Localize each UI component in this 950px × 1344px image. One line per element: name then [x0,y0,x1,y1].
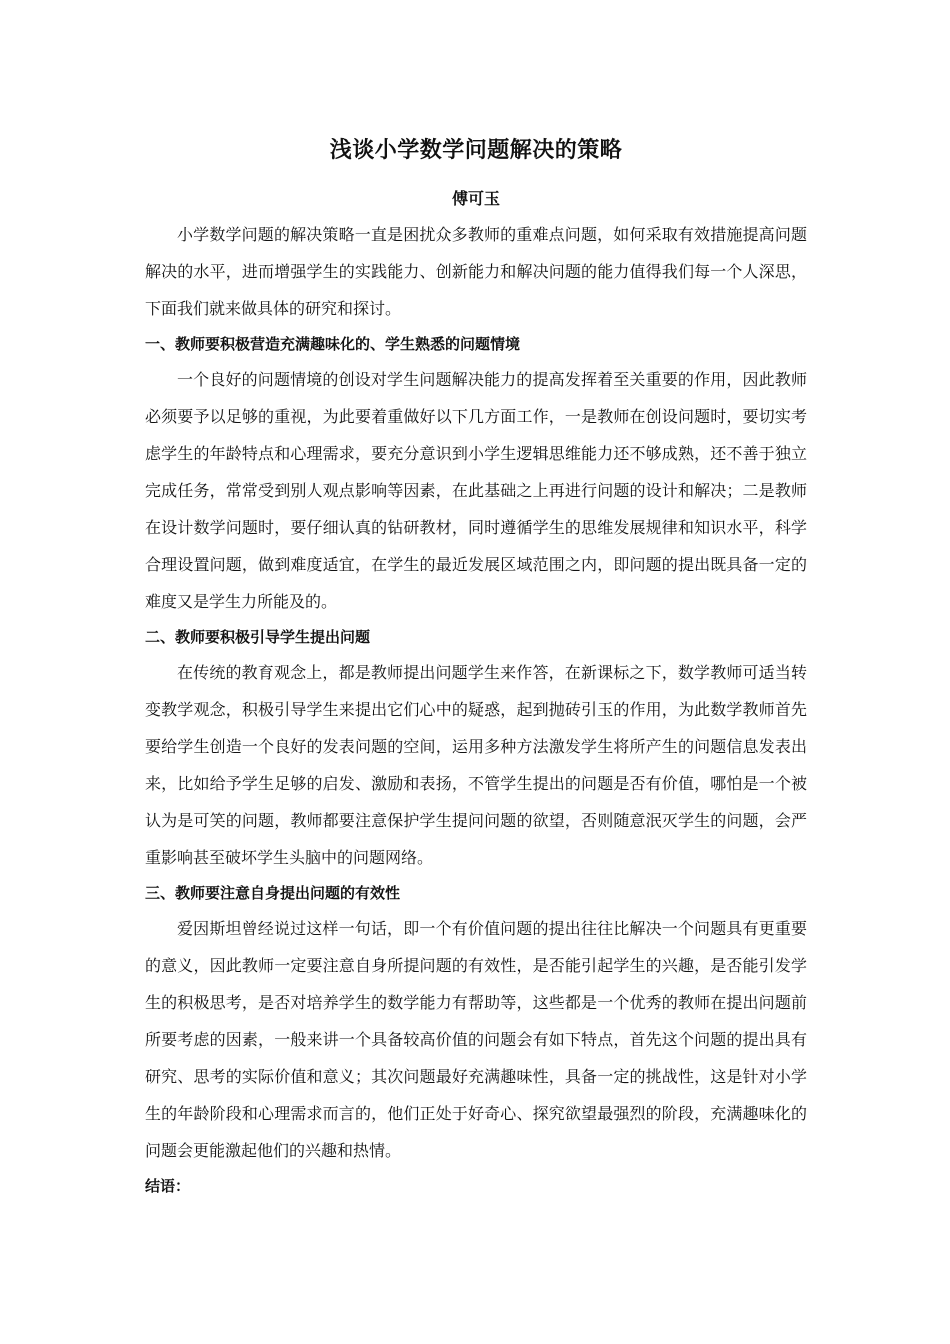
conclusion-label: 结语： [145,1177,191,1195]
section-heading: 一、教师要积极营造充满趣味化的、学生熟悉的问题情境 [145,335,521,353]
intro-paragraph: 小学数学问题的解决策略一直是困扰众多教师的重难点问题，如何采取有效措施提高问题解决的水平，进而增强学生的实践能力、创新能力和解决问题的能力值得我们每一个人深思，下面我们就来做具体的研究和探讨。 [145,225,807,318]
document-author: 傅可玉 [451,189,500,208]
document-title: 浅谈小学数学问题解决的策略 [329,138,623,163]
section-paragraph: 爱因斯坦曾经说过这样一句话，即一个有价值问题的提出往往比解决一个问题具有更重要的意义，因此教师一定要注意自身所提问题的有效性，是否能引起学生的兴趣，是否能引发学生的积极思考，是否对培养学生的数学能力有帮助等，这些都是一个优秀的教师在提出问题前所要考虑的因素，一般来讲一个具备较高价值的问题会有如下特点，首先这个问题的提出具有研究、思考的实际价值和意义；其次问题最好充满趣味性，具备一定的挑战性，这是针对小学生的年龄阶段和心理需求而言的，他们正处于好奇心、探究欲望最强烈的阶段，充满趣味化的问题会更能激起他们的兴趣和热情。 [145,919,807,1160]
section-paragraph: 在传统的教育观念上，都是教师提出问题学生来作答，在新课标之下，数学教师可适当转变教学观念，积极引导学生来提出它们心中的疑惑，起到抛砖引玉的作用，为此数学教师首先要给学生创造一个良好的发表问题的空间，运用多种方法激发学生将所产生的问题信息发表出来，比如给予学生足够的启发、激励和表扬，不管学生提出的问题是否有价值，哪怕是一个被认为是可笑的问题，教师都要注意保护学生提问问题的欲望，否则随意泯灭学生的问题，会严重影响甚至破坏学生头脑中的问题网络。 [145,663,807,867]
section-2 [145,620,807,876]
section-heading: 三、教师要注意自身提出问题的有效性 [145,884,401,902]
document-page [145,128,807,1203]
section-3 [145,876,807,1169]
section-paragraph: 一个良好的问题情境的创设对学生问题解决能力的提高发挥着至关重要的作用，因此教师必须要予以足够的重视，为此要着重做好以下几方面工作，一是教师在创设问题时，要切实考虑学生的年龄特点和心理需求，要充分意识到小学生逻辑思维能力还不够成熟，还不善于独立完成任务，常常受到别人观点影响等因素，在此基础之上再进行问题的设计和解决；二是教师在设计数学问题时，要仔细认真的钻研教材，同时遵循学生的思维发展规律和知识水平，科学合理设置问题，做到难度适宜，在学生的最近发展区域范围之内，即问题的提出既具备一定的难度又是学生力所能及的。 [145,370,807,611]
section-heading: 二、教师要积极引导学生提出问题 [145,628,371,646]
section-1 [145,327,807,620]
